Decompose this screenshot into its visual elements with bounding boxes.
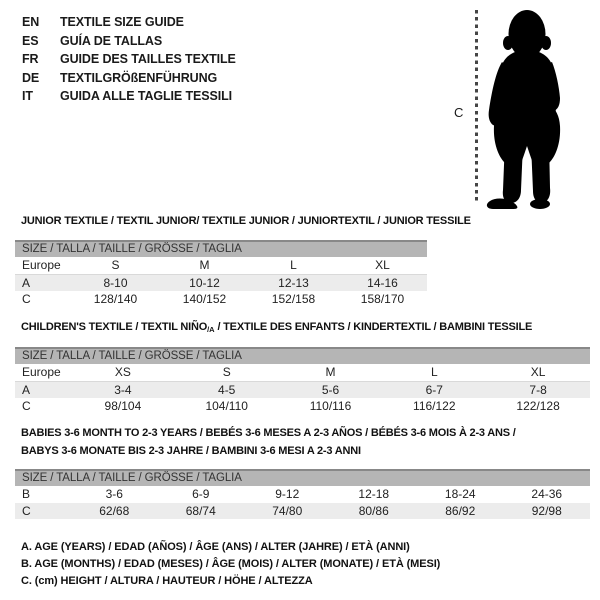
size-header-bar: SIZE / TALLA / TAILLE / GRÖSSE / TAGLIA: [15, 347, 590, 364]
legend-line: A. AGE (YEARS) / EDAD (AÑOS) / ÂGE (ANS) / ALTER (JAHRE) / ETÀ (ANNI): [21, 541, 410, 553]
row-label: A: [22, 275, 31, 290]
table-row: [15, 486, 590, 503]
size-cell: 86/92: [445, 503, 476, 518]
children-size-table: [15, 347, 590, 415]
junior-size-table: [15, 240, 427, 308]
row-label: C: [22, 503, 31, 518]
junior-table-title: JUNIOR TEXTILE / TEXTIL JUNIOR/ TEXTILE JUNIOR / JUNIORTEXTIL / JUNIOR TESSILE: [21, 215, 471, 227]
height-measure-label: C: [454, 105, 464, 120]
size-cell: L: [290, 258, 297, 273]
language-row: [22, 50, 236, 69]
language-row: [22, 32, 236, 51]
language-code: IT: [22, 89, 33, 103]
row-label: C: [22, 399, 31, 414]
size-cell: XL: [375, 258, 390, 273]
size-cell: 3-6: [105, 487, 123, 502]
language-title: TEXTILE SIZE GUIDE: [60, 15, 184, 29]
size-cell: 158/170: [360, 292, 405, 307]
size-cell: 5-6: [321, 382, 340, 397]
size-cell: 6-7: [425, 382, 443, 397]
row-label: A: [22, 382, 31, 397]
children-title-part: CHILDREN'S TEXTILE / TEXTIL NIÑO: [21, 321, 208, 333]
language-code: FR: [22, 52, 39, 66]
size-cell: XS: [114, 365, 131, 380]
size-cell: 152/158: [271, 292, 316, 307]
size-cell: 3-4: [114, 382, 132, 397]
children-title-subscript: /A: [207, 325, 215, 334]
row-label: Europe: [22, 365, 61, 380]
language-code: EN: [22, 15, 40, 29]
babies-title-line1: BABIES 3-6 MONTH TO 2-3 YEARS / BEBÉS 3-6 MESES A 2-3 AÑOS / BÉBÉS 3-6 MOIS À 2-3 ANS /: [21, 427, 516, 439]
babies-size-table: [15, 469, 590, 519]
size-cell: 68/74: [185, 503, 216, 518]
size-cell: 140/152: [182, 292, 227, 307]
size-header-bar: SIZE / TALLA / TAILLE / GRÖSSE / TAGLIA: [15, 469, 590, 486]
table-row: [15, 275, 427, 292]
height-measure-dashed-line: [475, 10, 478, 204]
size-cell: 98/104: [104, 399, 142, 414]
size-cell: 6-9: [192, 487, 210, 502]
language-title: GUIDA ALLE TAGLIE TESSILI: [60, 89, 233, 103]
table-row: [15, 503, 590, 520]
language-code: ES: [22, 33, 39, 48]
babies-table-title: [21, 425, 516, 460]
language-title: GUIDE DES TAILLES TEXTILE: [60, 52, 236, 66]
table-row: [15, 398, 590, 415]
size-cell: S: [222, 365, 231, 380]
size-cell: 9-12: [275, 487, 300, 502]
size-cell: M: [325, 365, 336, 380]
language-code: DE: [22, 70, 40, 85]
size-cell: 80/86: [358, 503, 389, 518]
size-cell: 4-5: [218, 382, 236, 397]
size-cell: 128/140: [93, 292, 138, 307]
size-cell: 104/110: [205, 399, 248, 414]
size-header-bar: SIZE / TALLA / TAILLE / GRÖSSE / TAGLIA: [15, 240, 427, 257]
language-list: [22, 13, 236, 106]
language-row: [22, 13, 236, 32]
legend-line: B. AGE (MONTHS) / EDAD (MESES) / ÂGE (MOIS) / ALTER (MONATE) / ETÀ (MESI): [21, 558, 441, 571]
language-title: GUÍA DE TALLAS: [60, 33, 163, 48]
size-cell: 8-10: [103, 275, 128, 290]
children-table-title: [21, 321, 532, 334]
size-cell: L: [430, 365, 438, 380]
table-row: [15, 382, 590, 399]
babies-title-line2: BABYS 3-6 MONATE BIS 2-3 JAHRE / BAMBINI 3-6 MESI A 2-3 ANNI: [21, 444, 361, 457]
measurement-legend: [21, 539, 440, 591]
legend-line: C. (cm) HEIGHT / ALTURA / HAUTEUR / HÖHE / ALTEZZA: [21, 575, 313, 588]
children-title-part: / TEXTILE DES ENFANTS / KINDERTEXTIL / BAMBINI TESSILE: [214, 321, 533, 333]
size-cell: 10-12: [189, 275, 220, 290]
size-cell: 62/68: [99, 503, 130, 518]
language-row: [22, 87, 236, 106]
language-title: TEXTILGRÖßENFÜHRUNG: [60, 70, 218, 85]
size-cell: 122/128: [516, 399, 560, 414]
language-row: [22, 69, 236, 88]
row-label: C: [22, 292, 31, 307]
size-cell: 116/122: [413, 399, 456, 414]
toddler-silhouette-icon: [484, 8, 574, 209]
size-cell: 110/116: [309, 399, 352, 414]
size-cell: 7-8: [529, 382, 547, 397]
table-row: [15, 364, 590, 382]
size-cell: 12-13: [278, 275, 309, 290]
size-cell: XL: [530, 365, 546, 380]
table-row: [15, 257, 427, 275]
size-cell: 74/80: [272, 503, 303, 518]
row-label: Europe: [22, 258, 61, 273]
size-cell: 24-36: [531, 487, 563, 502]
table-row: [15, 291, 427, 308]
row-label: B: [22, 487, 31, 502]
size-cell: 92/98: [531, 503, 562, 518]
size-cell: 12-18: [358, 487, 390, 502]
size-cell: M: [199, 258, 210, 273]
size-cell: S: [111, 258, 120, 273]
size-cell: 14-16: [367, 275, 398, 290]
size-cell: 18-24: [444, 487, 476, 502]
